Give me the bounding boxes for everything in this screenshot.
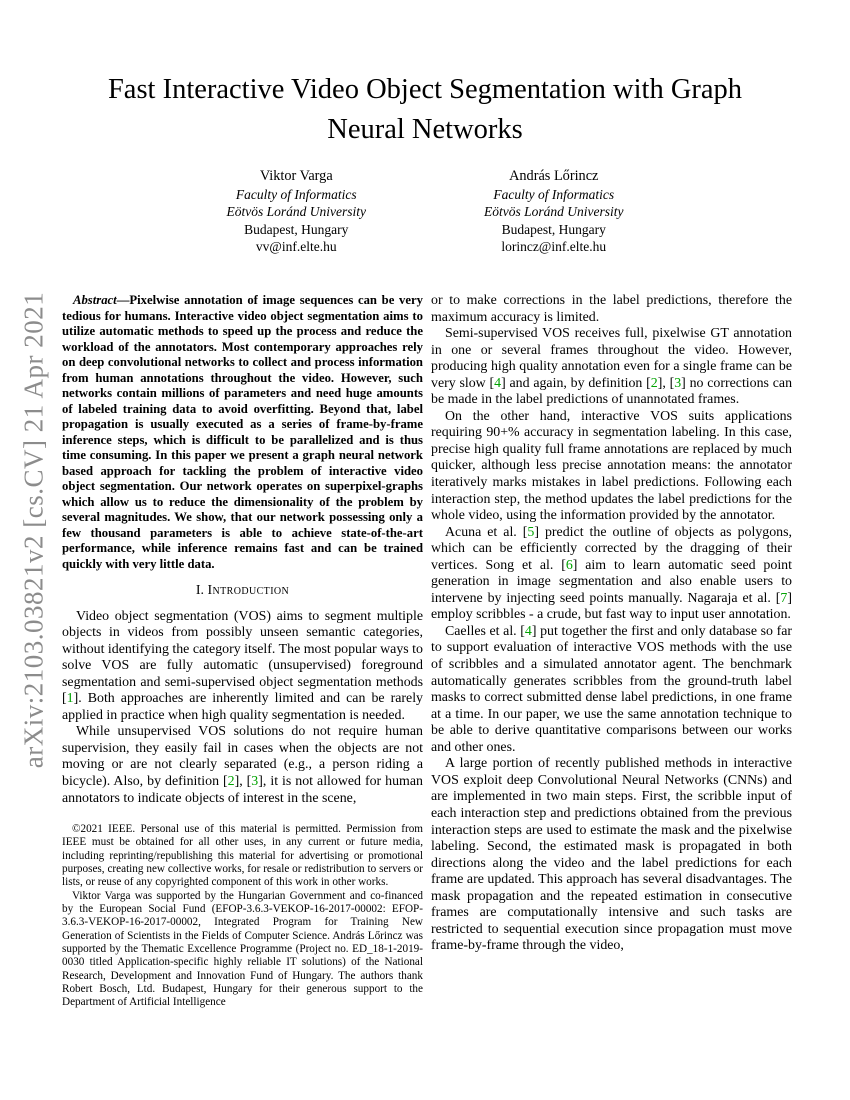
- author-1: [227, 168, 367, 256]
- author-1-name: Viktor Varga: [259, 168, 333, 184]
- abstract-text: —Pixelwise annotation of image sequences can be very tedious for humans. Interactive video object segmentation aims to utilize automatic methods to speed up the process and reduce the workload of the annotators. Most contemporary approaches rely on deep convolutional networks to collect and process information from human annotations throughout the video. However, such networks contain millions of parameters and need huge amounts of labeled training data to avoid overfitting. Beyond that, label propagation is usually executed as a series of frame-by-frame inference steps, which is difficult to be parallelized and is thus time consuming. In this paper we present a graph neural network based approach for tackling the problem of interactive video object segmentation. Our network operates on superpixel-graphs which allow us to reduce the dimensionality of the problem by several magnitudes. We show, that our network possessing only a few thousand parameters is able to achieve state-of-the-art performance, while inference remains fast and can be trained quickly with very little data.: [62, 293, 423, 571]
- author-1-email: vv@inf.elte.hu: [255, 239, 337, 254]
- right-column: [431, 293, 792, 955]
- citation-link[interactable]: 2: [227, 774, 235, 790]
- funding-footnote: Viktor Varga was supported by the Hungarian Government and co-financed by the European Social Fund (EFOP-3.6.3-VEKOP-16-2017-00002: EFOP-3.6.3-VEKOP-16-2017-00002, Integrated Program for Training New Generation of Scientists in the Fields of Computer Science. András Lőrincz was supported by the Thematic Excellence Programme (Project no. ED_18-1-2019-0030 titled Application-specific highly reliable IT solutions) of the National Research, Development and Innovation Fund of Hungary. The authors thank Robert Bosch, Ltd. Budapest, Hungary for their generous support to the Department of Artificial Intelligence: [62, 889, 423, 1009]
- body-paragraph-3: On the other hand, interactive VOS suits applications requiring 90+% accuracy in segmentation labeling. In this case, precise high quality full frame annotations are replaced by much quicker, although less precise annotation means: the annotator iteratively marks mistakes in label predictions. Following each interaction step, the method updates the label predictions for the whole video, using the information provided by the annotator.: [431, 408, 792, 524]
- body-paragraph-4: Acuna et al. [5] predict the outline of objects as polygons, which can be efficiently corrected by the dragging of their vertices. Song et al. [6] aim to learn automatic seed point generation in image segmentation and also enable users to intervene by injecting seed points manually. Nagaraja et al. [7] employ scribbles - a crude, but fast way to input user annotation.: [431, 524, 792, 623]
- section-number: I.: [195, 583, 204, 598]
- body-paragraph-6: A large portion of recently published methods in interactive VOS exploit deep Convolutional Neural Networks (CNNs) and are implemented in two main steps. First, the scribble input of each interaction step and predictions obtained from the previous interaction steps are used to estimate the mask and the pixelwise labeling. Second, the estimated mask is propagated in both directions along the video and the label predictions for each frame are updated. This approach has several disadvantages. The mask propagation and the repeated estimation in consecutive frames are computationally intensive and such tasks are restricted to sequential execution since propagation must move frame-by-frame through the video,: [431, 756, 792, 954]
- section-title: Introduction: [207, 583, 290, 598]
- citation-link[interactable]: 3: [251, 774, 259, 790]
- intro-paragraph-2: While unsupervised VOS solutions do not require human supervision, they easily fail in cases when the objects are not moving or are not clearly separated (e.g., a person riding a bicycle). Also, by definition [2], [3], it is not allowed for human annotators to indicate objects of interest in the scene,: [62, 724, 423, 806]
- arxiv-watermark: arXiv:2103.03821v2 [cs.CV] 21 Apr 2021: [18, 291, 49, 769]
- author-1-city: Budapest, Hungary: [244, 221, 349, 237]
- intro-paragraph-1: Video object segmentation (VOS) aims to segment multiple objects in videos from possibly unseen semantic categories, without identifying the category itself. The most popular ways to solve VOS are fully automatic (unsupervised) foreground segmentation and semi-supervised object segmentation methods [1]. Both approaches are inherently limited and can be rarely applied in practice when high quality segmentation is needed.: [62, 608, 423, 723]
- paper-title: Fast Interactive Video Object Segmentation with Graph Neural Networks: [107, 74, 743, 145]
- author-1-affiliation-dept: Faculty of Informatics: [235, 186, 357, 202]
- citation-link[interactable]: 3: [674, 375, 682, 391]
- citation-link[interactable]: 6: [565, 557, 573, 573]
- citation-link[interactable]: 1: [66, 691, 74, 707]
- author-2-affiliation-univ: Eötvös Loránd University: [484, 204, 624, 219]
- body-paragraph-1: or to make corrections in the label predictions, therefore the maximum accuracy is limited.: [431, 293, 792, 325]
- abstract: [62, 293, 423, 572]
- abstract-label: Abstract: [73, 293, 117, 307]
- left-column: [62, 293, 423, 807]
- citation-link[interactable]: 7: [780, 590, 788, 606]
- section-heading-introduction: [62, 583, 423, 600]
- body-paragraph-5: Caelles et al. [4] put together the first and only database so far to support evaluation of interactive VOS methods with the use of scribbles and a simulated annotator agent. The benchmark automatically generates scribbles from the ground-truth label masks to correct submitted dense label predictions, in one frame at a time. In our paper, we use the same annotation technique to be able to derive quantitative comparisons between our works and other ones.: [431, 623, 793, 755]
- author-2-name: András Lőrincz: [509, 168, 599, 184]
- citation-link[interactable]: 4: [524, 623, 532, 639]
- author-2-affiliation-dept: Faculty of Informatics: [493, 186, 615, 202]
- citation-link[interactable]: 5: [527, 524, 535, 540]
- footnote-block: [62, 823, 423, 1010]
- body-paragraph-2: Semi-supervised VOS receives full, pixelwise GT annotation in one or several frames throughout the video. However, producing high quality annotation even for a single frame can be very slow [4] and again, by definition [2], [3] no corrections can be made in the label predictions of unannotated frames.: [431, 326, 793, 408]
- author-2: [484, 168, 624, 256]
- author-2-email: lorincz@inf.elte.hu: [501, 239, 607, 254]
- author-1-affiliation-univ: Eötvös Loránd University: [226, 204, 366, 219]
- copyright-footnote: ©2021 IEEE. Personal use of this material is permitted. Permission from IEEE must be obtained for all other uses, in any current or future media, including reprinting/republishing this material for advertising or promotional purposes, creating new collective works, for resale or redistribution to servers or lists, or reuse of any copyrighted component of this work in other works.: [62, 823, 423, 889]
- citation-link[interactable]: 2: [650, 375, 658, 391]
- author-block: [60, 168, 790, 256]
- author-2-city: Budapest, Hungary: [501, 221, 606, 237]
- citation-link[interactable]: 4: [494, 375, 502, 391]
